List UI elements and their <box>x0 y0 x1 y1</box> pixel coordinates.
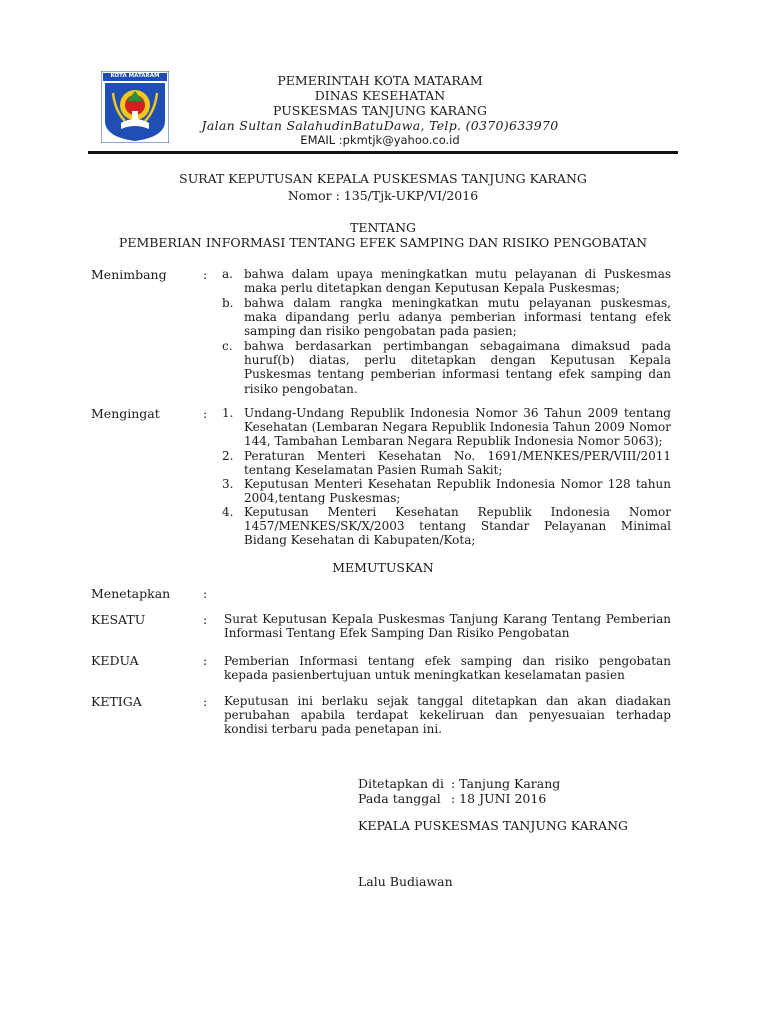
logo-caption: KOTA MATARAM <box>110 73 160 79</box>
ketiga-label: KETIGA <box>91 694 142 709</box>
list-marker: c. <box>222 339 233 353</box>
city-emblem-icon <box>101 71 169 143</box>
signatory-name: Lalu Budiawan <box>358 874 453 889</box>
kesatu-colon: : <box>203 612 208 627</box>
signatory-position: KEPALA PUSKESMAS TANJUNG KARANG <box>358 818 629 833</box>
tanggal-label: Pada tanggal <box>358 791 441 806</box>
list-marker: a. <box>222 267 233 281</box>
kedua-label: KEDUA <box>91 653 139 668</box>
list-marker: 2. <box>222 449 234 463</box>
header-line-1: PEMERINTAH KOTA MATARAM <box>277 73 483 88</box>
header-email: EMAIL :pkmtjk@yahoo.co.id <box>300 133 460 147</box>
decree-subject: PEMBERIAN INFORMASI TENTANG EFEK SAMPING DAN RISIKO PENGOBATAN <box>118 235 648 250</box>
decree-number: Nomor : 135/Tjk-UKP/VI/2016 <box>287 188 479 203</box>
menimbang-item: bahwa dalam rangka meningkatkan mutu pelayanan puskesmas, maka dipandang perlu adanya pemberian informasi tentang efek samping dan risiko pengobatan pada pasien; <box>244 296 671 339</box>
menimbang-label: Menimbang <box>91 267 167 282</box>
kesatu-text: Surat Keputusan Kepala Puskesmas Tanjung Karang Tentang Pemberian Informasi Tentang Efek Samping Dan Risiko Pengobatan <box>224 612 671 641</box>
header-line-2: DINAS KESEHATAN <box>314 88 446 103</box>
mengingat-colon: : <box>203 406 208 421</box>
ketiga-colon: : <box>203 694 208 709</box>
mengingat-item: Keputusan Menteri Kesehatan Republik Indonesia Nomor 128 tahun 2004,tentang Puskesmas; <box>244 477 671 506</box>
tentang-heading: TENTANG <box>349 220 416 235</box>
menimbang-colon: : <box>203 267 208 282</box>
kedua-text: Pemberian Informasi tentang efek samping dan risiko pengobatan kepada pasienbertujuan untuk meningkatkan keselamatan pasien <box>224 654 671 683</box>
ditetapkan-value: : Tanjung Karang <box>451 776 561 791</box>
menimbang-item: bahwa dalam upaya meningkatkan mutu pelayanan di Puskesmas maka perlu ditetapkan dengan Keputusan Kepala Puskesmas; <box>244 267 671 296</box>
ketiga-text: Keputusan ini berlaku sejak tanggal ditetapkan dan akan diadakan perubahan apabila terdapat kekeliruan dan penyesuaian terhadap kondisi terbaru pada penetapan ini. <box>224 694 671 737</box>
mengingat-item: Undang-Undang Republik Indonesia Nomor 36 Tahun 2009 tentang Kesehatan (Lembaran Negara Republik Indonesia Tahun 2009 Nomor 144, Tambahan Lembaran Negara Republik Indonesia Nomor 5063); <box>244 406 671 449</box>
tanggal-value: : 18 JUNI 2016 <box>451 791 547 806</box>
header-line-3: PUSKESMAS TANJUNG KARANG <box>273 103 487 118</box>
mengingat-item: Peraturan Menteri Kesehatan No. 1691/MENKES/PER/VIII/2011 tentang Keselamatan Pasien Rumah Sakit; <box>244 449 671 478</box>
menimbang-item: bahwa berdasarkan pertimbangan sebagaimana dimaksud pada huruf(b) diatas, perlu ditetapkan dengan Keputusan Kepala Puskesmas tentang pemberian informasi tentang efek samping dan risiko pengobatan. <box>244 339 671 396</box>
mengingat-label: Mengingat <box>91 406 160 421</box>
mengingat-item: Keputusan Menteri Kesehatan Republik Indonesia Nomor 1457/MENKES/SK/X/2003 tentang Standar Pelayanan Minimal Bidang Kesehatan di Kabupaten/Kota; <box>244 505 671 548</box>
city-logo <box>101 71 169 143</box>
ditetapkan-label: Ditetapkan di <box>358 776 444 791</box>
list-marker: 1. <box>222 406 234 420</box>
menetapkan-label: Menetapkan <box>91 586 171 601</box>
kedua-colon: : <box>203 653 208 668</box>
decree-title: SURAT KEPUTUSAN KEPALA PUSKESMAS TANJUNG KARANG <box>179 171 587 186</box>
list-marker: b. <box>222 296 234 310</box>
kesatu-label: KESATU <box>91 612 146 627</box>
header-divider <box>88 151 678 154</box>
menetapkan-colon: : <box>203 586 208 601</box>
memutuskan-heading: MEMUTUSKAN <box>332 560 434 575</box>
header-address: Jalan Sultan SalahudinBatuDawa, Telp. (0370)633970 <box>201 118 559 133</box>
list-marker: 4. <box>222 505 234 519</box>
list-marker: 3. <box>222 477 234 491</box>
